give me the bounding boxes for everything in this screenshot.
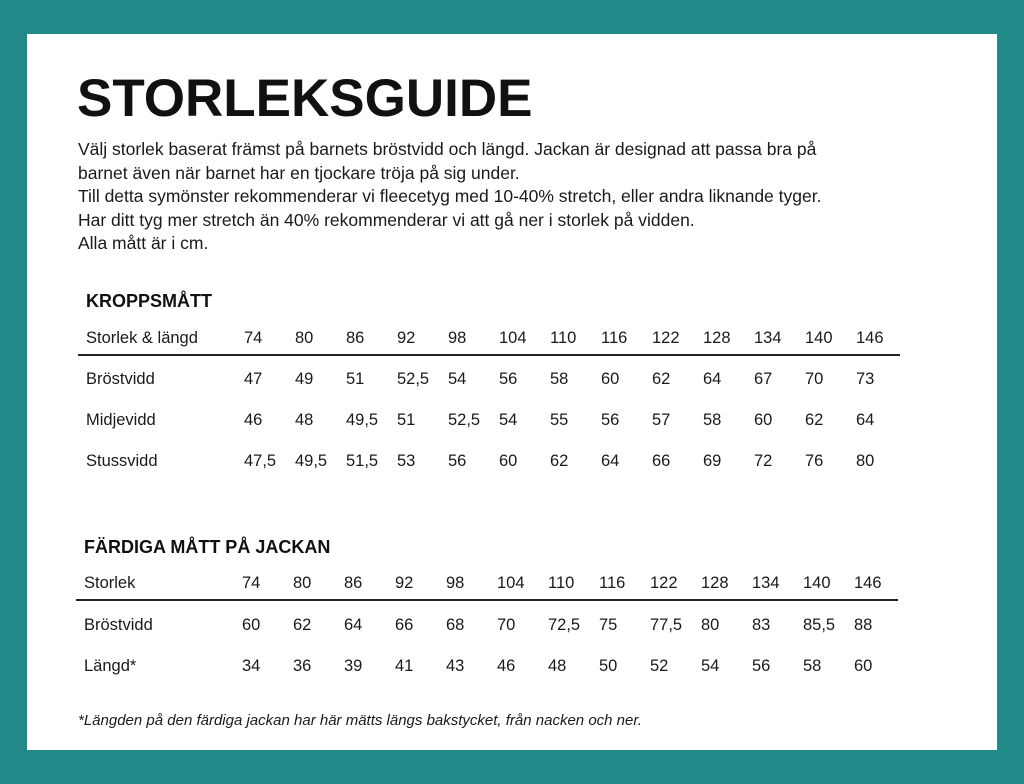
row-label: Midjevidd: [86, 411, 156, 429]
table-cell: 80: [293, 574, 312, 592]
table-cell: 72,5: [548, 616, 581, 634]
table-row: [27, 367, 997, 391]
header-divider: [78, 354, 900, 356]
table-cell: 80: [701, 616, 720, 634]
table-cell: 116: [601, 329, 628, 347]
table-cell: 36: [293, 657, 312, 675]
table-cell: 54: [499, 411, 518, 429]
table-cell: 140: [805, 329, 833, 347]
table-cell: 98: [446, 574, 465, 592]
table-cell: 62: [293, 616, 312, 634]
table-cell: 54: [701, 657, 720, 675]
table-cell: 56: [448, 452, 467, 470]
table-cell: 75: [599, 616, 618, 634]
table-cell: 122: [650, 574, 678, 592]
size-guide-card: [27, 34, 997, 750]
table-cell: 52: [650, 657, 669, 675]
table-cell: 58: [703, 411, 722, 429]
table-cell: 60: [854, 657, 873, 675]
table-cell: 86: [346, 329, 365, 347]
table-cell: 80: [856, 452, 875, 470]
table-row: [27, 449, 997, 473]
table-cell: 50: [599, 657, 618, 675]
table-row: [27, 654, 997, 678]
table-cell: 134: [752, 574, 780, 592]
table-cell: 140: [803, 574, 831, 592]
table-cell: 62: [550, 452, 569, 470]
table-cell: 110: [548, 574, 575, 592]
table-cell: 51: [346, 370, 365, 388]
table-cell: 55: [550, 411, 569, 429]
table-cell: 64: [856, 411, 875, 429]
table-cell: 77,5: [650, 616, 683, 634]
table-cell: 60: [499, 452, 518, 470]
intro-line: Alla mått är i cm.: [78, 233, 209, 253]
intro-line: Till detta symönster rekommenderar vi fleecetyg med 10-40% stretch, eller andra liknande tyger.: [78, 186, 822, 206]
table-cell: 53: [397, 452, 416, 470]
table-cell: 60: [601, 370, 620, 388]
table-cell: 86: [344, 574, 363, 592]
table-cell: 128: [701, 574, 729, 592]
table-cell: 41: [395, 657, 414, 675]
row-label: Storlek & längd: [86, 329, 198, 347]
intro-text: [78, 138, 958, 256]
table-cell: 66: [652, 452, 671, 470]
intro-line: Välj storlek baserat främst på barnets bröstvidd och längd. Jackan är designad att passa bra på: [78, 139, 817, 159]
table-cell: 64: [344, 616, 363, 634]
page-title: STORLEKSGUIDE: [77, 69, 533, 128]
table-cell: 80: [295, 329, 314, 347]
row-label: Bröstvidd: [86, 370, 155, 388]
table-cell: 49: [295, 370, 314, 388]
table-cell: 76: [805, 452, 824, 470]
header-divider: [76, 599, 898, 601]
table-cell: 51,5: [346, 452, 379, 470]
table-cell: 85,5: [803, 616, 836, 634]
table-cell: 64: [601, 452, 620, 470]
table-cell: 60: [242, 616, 261, 634]
body-measurements-title: KROPPSMÅTT: [86, 291, 212, 311]
table-cell: 110: [550, 329, 577, 347]
table-cell: 49,5: [346, 411, 379, 429]
table-cell: 72: [754, 452, 773, 470]
row-label: Stussvidd: [86, 452, 158, 470]
table-cell: 62: [652, 370, 671, 388]
table-row: [27, 408, 997, 432]
table-header-row: [27, 326, 997, 350]
table-cell: 122: [652, 329, 680, 347]
table-cell: 56: [601, 411, 620, 429]
table-cell: 56: [752, 657, 771, 675]
table-cell: 49,5: [295, 452, 328, 470]
table-cell: 60: [754, 411, 773, 429]
table-cell: 69: [703, 452, 722, 470]
table-header-row: [27, 571, 997, 595]
table-cell: 74: [242, 574, 261, 592]
table-cell: 46: [497, 657, 516, 675]
table-cell: 56: [499, 370, 518, 388]
table-cell: 88: [854, 616, 873, 634]
table-cell: 48: [548, 657, 567, 675]
table-cell: 92: [397, 329, 416, 347]
table-cell: 43: [446, 657, 465, 675]
table-cell: 116: [599, 574, 626, 592]
table-cell: 70: [497, 616, 516, 634]
table-cell: 52,5: [448, 411, 481, 429]
table-cell: 62: [805, 411, 824, 429]
table-cell: 64: [703, 370, 722, 388]
table-cell: 68: [446, 616, 465, 634]
table-cell: 104: [497, 574, 525, 592]
table-cell: 54: [448, 370, 467, 388]
table-cell: 58: [803, 657, 822, 675]
table-cell: 70: [805, 370, 824, 388]
table-cell: 51: [397, 411, 416, 429]
jacket-measurements-title: FÄRDIGA MÅTT PÅ JACKAN: [84, 537, 331, 557]
table-cell: 39: [344, 657, 363, 675]
table-cell: 92: [395, 574, 414, 592]
table-cell: 47,5: [244, 452, 277, 470]
table-cell: 73: [856, 370, 875, 388]
row-label: Bröstvidd: [84, 616, 153, 634]
table-cell: 47: [244, 370, 263, 388]
table-cell: 34: [242, 657, 261, 675]
footnote: *Längden på den färdiga jackan har här mätts längs bakstycket, från nacken och ner.: [78, 712, 642, 729]
table-cell: 128: [703, 329, 731, 347]
table-cell: 67: [754, 370, 773, 388]
table-cell: 57: [652, 411, 671, 429]
table-cell: 146: [856, 329, 884, 347]
table-cell: 58: [550, 370, 569, 388]
intro-line: barnet även när barnet har en tjockare tröja på sig under.: [78, 162, 520, 183]
table-cell: 66: [395, 616, 414, 634]
table-row: [27, 613, 997, 637]
table-cell: 48: [295, 411, 314, 429]
table-cell: 104: [499, 329, 527, 347]
table-cell: 98: [448, 329, 467, 347]
table-cell: 83: [752, 616, 771, 634]
row-label: Längd*: [84, 657, 137, 675]
table-cell: 74: [244, 329, 263, 347]
table-cell: 146: [854, 574, 882, 592]
row-label: Storlek: [84, 574, 136, 592]
table-cell: 52,5: [397, 370, 430, 388]
table-cell: 46: [244, 411, 263, 429]
table-cell: 134: [754, 329, 782, 347]
intro-line: Har ditt tyg mer stretch än 40% rekommenderar vi att gå ner i storlek på vidden.: [78, 209, 695, 230]
